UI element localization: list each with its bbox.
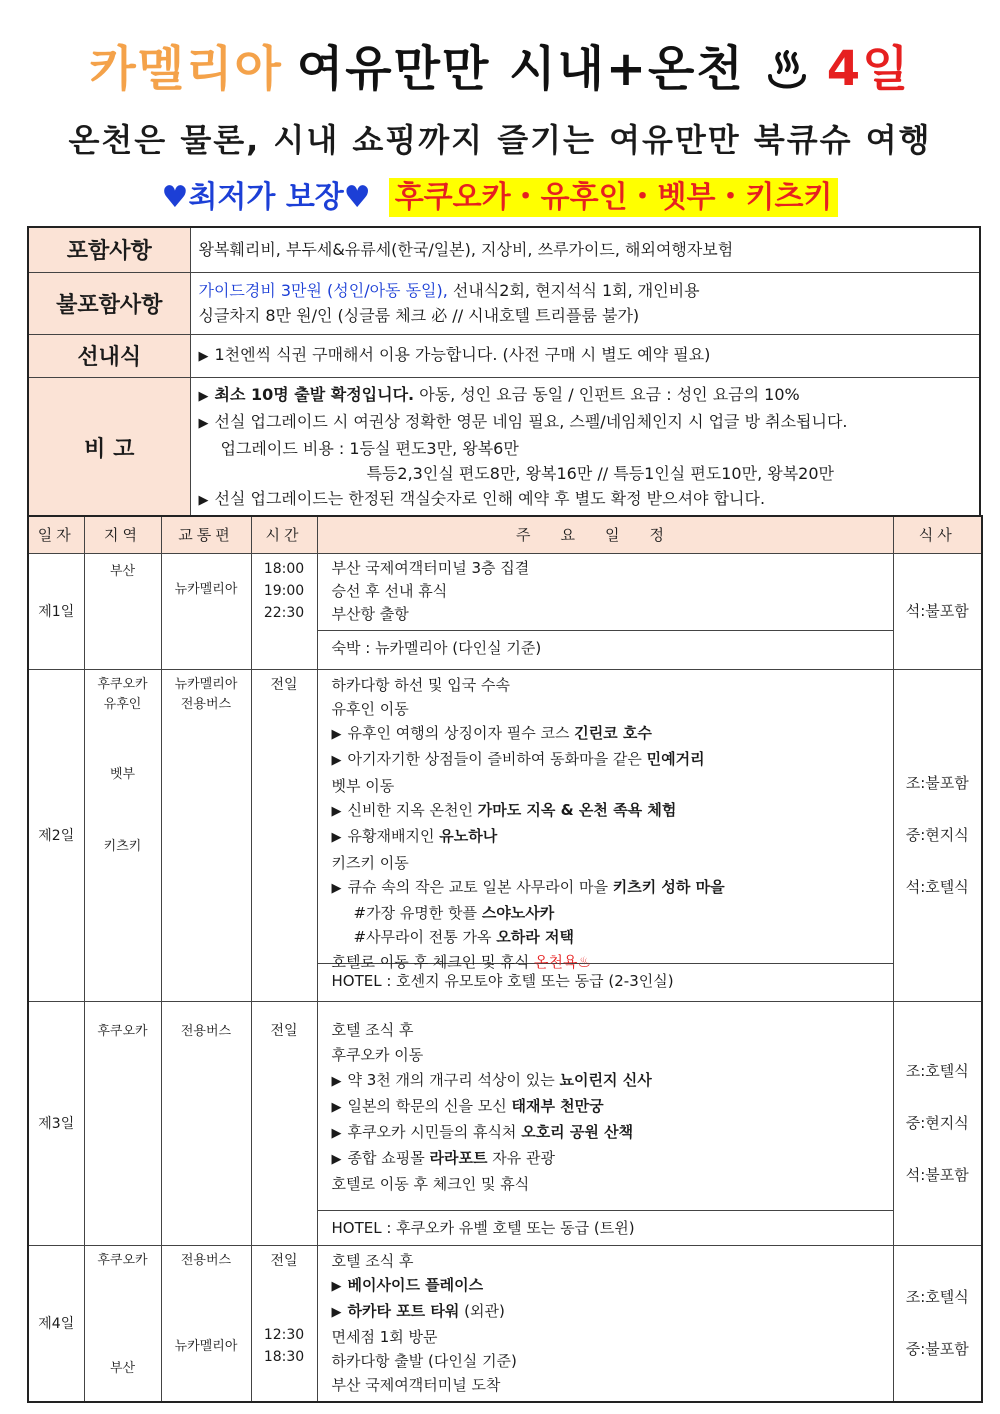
day4-plan-list — [318, 1246, 893, 1401]
day2-plan-list — [318, 670, 893, 971]
onboard-meal-desc: 1천엔씩 식권 구매해서 이용 가능합니다. (사전 구매 시 별도 예약 필요) — [214, 345, 711, 364]
time-item: 19:00 — [263, 582, 305, 599]
meal-item: 조:호텔식 — [905, 1288, 969, 1306]
area-item: 부산 — [109, 1360, 136, 1376]
schedule-header — [28, 516, 982, 553]
triangle-bullet-icon: ▶ — [331, 1278, 342, 1294]
day2-plan — [317, 669, 893, 1001]
day1-plan — [317, 553, 893, 669]
plan-item: 후쿠오카 이동 — [331, 1045, 424, 1064]
transport-item: 뉴카멜리아 — [174, 1338, 238, 1354]
plan-desc: (외관) — [459, 1301, 505, 1320]
day4-transport — [161, 1245, 251, 1402]
plan-item: 하카다항 출발 (다인실 기준) — [331, 1351, 517, 1370]
plan-desc: 일본의 학문의 신을 모신 — [347, 1096, 512, 1115]
plan-spot: 스야노사카 — [481, 904, 555, 923]
min-departure: 최소 10명 출발 확정입니다. — [214, 384, 415, 404]
title-days: 4일 — [826, 41, 911, 97]
plan-desc: 유후인 여행의 상징이자 필수 코스 — [347, 724, 575, 743]
plan-spot: 라라포트 — [429, 1148, 488, 1167]
info-table — [27, 226, 981, 519]
area-item: 후쿠오카 — [97, 676, 148, 692]
day3-meal — [893, 1001, 982, 1245]
day1-transport: 뉴카멜리아 — [161, 553, 251, 669]
triangle-bullet-icon: ▶ — [331, 1099, 342, 1115]
day4-area — [84, 1245, 161, 1402]
plan-item: 부산 국제여객터미널 도착 — [331, 1375, 501, 1394]
upgrade-confirm-note: 선실 업그레이드는 한정된 객실숫자로 인해 예약 후 별도 확정 받으셔야 합니다. — [214, 488, 766, 508]
transport-item: 전용버스 — [180, 696, 232, 712]
triangle-bullet-icon: ▶ — [331, 1304, 342, 1320]
plan-item: 호텔 조식 후 — [331, 1020, 414, 1039]
fare-note: 아동, 성인 요금 동일 / 인펀트 요금 : 성인 요금의 10% — [414, 384, 800, 404]
price-guarantee: ♥최저가 보장♥ — [161, 180, 371, 215]
day4-label: 제4일 — [28, 1245, 84, 1402]
meal-item: 중:불포함 — [905, 1340, 969, 1358]
time-item: 전일 — [270, 1252, 298, 1269]
plan-item: 유후인 이동 — [331, 699, 409, 718]
brand-name: 카멜리아 — [89, 41, 283, 97]
guide-fee: 가이드경비 3만원 (성인/아동 동일), — [198, 281, 448, 300]
meal-item: 중:현지식 — [905, 1114, 969, 1132]
onsen-icon — [765, 50, 809, 94]
meal-item: 석:호텔식 — [905, 878, 969, 896]
day2-transport — [161, 669, 251, 1001]
day3-plan — [317, 1001, 893, 1245]
plan-desc: 자유 관광 — [487, 1148, 555, 1167]
area-item: 벳부 — [109, 766, 136, 782]
day1-plan-list — [318, 554, 893, 630]
remarks-text — [190, 377, 980, 518]
plan-item: 부산 국제여객터미널 3층 집결 — [331, 558, 530, 577]
upgrade-note: 선실 업그레이드 시 여권상 정확한 영문 네임 필요, 스펠/네임체인지 시 업글 방 취소됩니다. — [214, 411, 848, 431]
plan-item: 호텔로 이동 후 체크인 및 휴식 — [331, 1174, 530, 1193]
day3-transport: 전용버스 — [161, 1001, 251, 1245]
day3-stay: HOTEL : 후쿠오카 유벨 호텔 또는 동급 (트윈) — [318, 1210, 893, 1245]
day2-time: 전일 — [251, 669, 317, 1001]
plan-spot: 오호리 공원 산책 — [521, 1122, 634, 1141]
plan-item: 벳부 이동 — [331, 776, 395, 795]
plan-desc: 아기자기한 상점들이 즐비하여 동화마을 같은 — [347, 750, 647, 769]
header-time: 시간 — [251, 516, 317, 553]
day3-time: 전일 — [251, 1001, 317, 1245]
triangle-bullet-icon: ▶ — [331, 1125, 342, 1141]
day4-plan — [317, 1245, 893, 1402]
plan-spot: 뇨이린지 신사 — [559, 1070, 652, 1089]
included-row — [28, 227, 980, 272]
onsen-bath: 온천욕 — [534, 952, 578, 971]
excluded-row — [28, 272, 980, 334]
triangle-bullet-icon: ▶ — [331, 1151, 342, 1167]
excluded-label: 불포함사항 — [28, 272, 190, 334]
title-main: 여유만만 시내+온천 — [296, 41, 745, 97]
triangle-bullet-icon: ▶ — [198, 492, 209, 508]
single-charge: 싱글차지 8만 원/인 (싱글룸 체크 必 // 시내호텔 트리플룸 불가) — [198, 306, 640, 325]
plan-spot: 키츠키 성하 마을 — [612, 877, 725, 896]
triangle-bullet-icon: ▶ — [331, 727, 342, 743]
plan-desc: 종합 쇼핑몰 — [347, 1148, 430, 1167]
schedule-table — [27, 515, 983, 1403]
day4-meal — [893, 1245, 982, 1402]
day2-row — [28, 669, 982, 1001]
onboard-meal-text — [190, 334, 980, 377]
day3-label: 제3일 — [28, 1001, 84, 1245]
triangle-bullet-icon: ▶ — [331, 753, 342, 769]
plan-desc: 호텔로 이동 후 체크인 및 휴식 — [331, 952, 534, 971]
plan-item: 하카다항 하선 및 입국 수속 — [331, 675, 510, 694]
meal-item: 조:불포함 — [905, 774, 969, 792]
plan-spot: 하카타 포트 타워 — [347, 1301, 460, 1320]
day3-area: 후쿠오카 — [84, 1001, 161, 1245]
route-highlight: 후쿠오카・유후인・벳부・키츠키 — [389, 178, 839, 217]
plan-desc: 신비한 지옥 온천인 — [347, 800, 478, 819]
tagline — [0, 172, 1000, 216]
triangle-bullet-icon: ▶ — [198, 415, 209, 431]
day1-label: 제1일 — [28, 553, 84, 669]
triangle-bullet-icon: ▶ — [198, 388, 209, 404]
time-item: 12:30 — [263, 1326, 305, 1343]
plan-item: 호텔 조식 후 — [331, 1251, 414, 1270]
plan-desc: #가장 유명한 핫플 — [353, 904, 482, 923]
area-item: 유후인 — [103, 696, 142, 712]
included-text: 왕복훼리비, 부두세&유류세(한국/일본), 지상비, 쓰루가이드, 해외여행자보험 — [190, 227, 980, 272]
day4-times — [251, 1245, 317, 1402]
meal-item: 중:현지식 — [905, 826, 969, 844]
day2-area — [84, 669, 161, 1001]
header-transport: 교통편 — [161, 516, 251, 553]
onboard-meal-label: 선내식 — [28, 334, 190, 377]
plan-desc: #사무라이 전통 가옥 — [353, 928, 497, 947]
page-title — [0, 30, 1000, 99]
excluded-text — [190, 272, 980, 334]
day1-times — [251, 553, 317, 669]
plan-spot: 가마도 지옥 & 온천 족욕 체험 — [477, 800, 677, 819]
plan-spot: 베이사이드 플레이스 — [347, 1275, 484, 1294]
onsen-icon: ♨ — [577, 952, 591, 971]
day2-label: 제2일 — [28, 669, 84, 1001]
area-item: 키츠키 — [103, 838, 142, 854]
plan-spot: 긴린코 호수 — [574, 724, 652, 743]
plan-spot: 민예거리 — [646, 750, 705, 769]
plan-spot: 유노하나 — [439, 827, 498, 846]
transport-item: 전용버스 — [180, 1252, 232, 1268]
meal-item: 석:불포함 — [905, 1166, 969, 1184]
area-item: 후쿠오카 — [97, 1252, 148, 1268]
header-area: 지역 — [84, 516, 161, 553]
plan-desc: 큐슈 속의 작은 교토 일본 사무라이 마을 — [347, 877, 613, 896]
onboard-meal-row — [28, 334, 980, 377]
day2-meal — [893, 669, 982, 1001]
day2-stay: HOTEL : 호센지 유모토야 호텔 또는 동급 (2-3인실) — [318, 963, 893, 998]
time-item: 18:30 — [263, 1348, 305, 1365]
plan-item: 승선 후 선내 휴식 — [331, 581, 448, 600]
transport-item: 뉴카멜리아 — [174, 676, 238, 692]
plan-desc: 후쿠오카 시민들의 휴식처 — [347, 1122, 522, 1141]
day1-row — [28, 553, 982, 669]
subtitle: 온천은 물론, 시내 쇼핑까지 즐기는 여유만만 북큐슈 여행 — [68, 121, 932, 159]
time-item: 22:30 — [263, 604, 305, 621]
triangle-bullet-icon: ▶ — [331, 803, 342, 819]
triangle-bullet-icon: ▶ — [331, 1073, 342, 1089]
plan-desc: 약 3천 개의 개구리 석상이 있는 — [347, 1070, 560, 1089]
time-item: 18:00 — [263, 560, 305, 577]
day1-stay: 숙박 : 뉴카멜리아 (다인실 기준) — [318, 630, 893, 665]
upgrade-cost-special: 특등2,3인실 편도8만, 왕복16만 // 특등1인실 편도10만, 왕복20만 — [366, 463, 834, 483]
header-meal: 식사 — [893, 516, 982, 553]
header-day: 일자 — [28, 516, 84, 553]
included-label: 포함사항 — [28, 227, 190, 272]
triangle-bullet-icon: ▶ — [331, 830, 342, 846]
remarks-row — [28, 377, 980, 518]
plan-item: 면세점 1회 방문 — [331, 1327, 438, 1346]
meal-item: 조:호텔식 — [905, 1062, 969, 1080]
day1-area: 부산 — [84, 553, 161, 669]
day1-meal: 석:불포함 — [893, 553, 982, 669]
plan-spot: 오하라 저택 — [496, 928, 574, 947]
plan-desc: 유황재배지인 — [347, 827, 440, 846]
triangle-bullet-icon: ▶ — [198, 349, 209, 364]
excluded-rest: 선내식2회, 현지석식 1회, 개인비용 — [447, 281, 700, 300]
triangle-bullet-icon: ▶ — [331, 880, 342, 896]
plan-item: 키즈키 이동 — [331, 853, 409, 872]
upgrade-cost: 업그레이드 비용 : 1등실 편도3만, 왕복6만 — [220, 438, 519, 458]
header-plan: 주요일정 — [317, 516, 893, 553]
plan-item: 부산항 출항 — [331, 604, 409, 623]
plan-spot: 태재부 천만궁 — [511, 1096, 604, 1115]
day3-row — [28, 1001, 982, 1245]
day3-plan-list — [318, 1002, 893, 1210]
remarks-label: 비 고 — [28, 377, 190, 518]
day4-row — [28, 1245, 982, 1402]
